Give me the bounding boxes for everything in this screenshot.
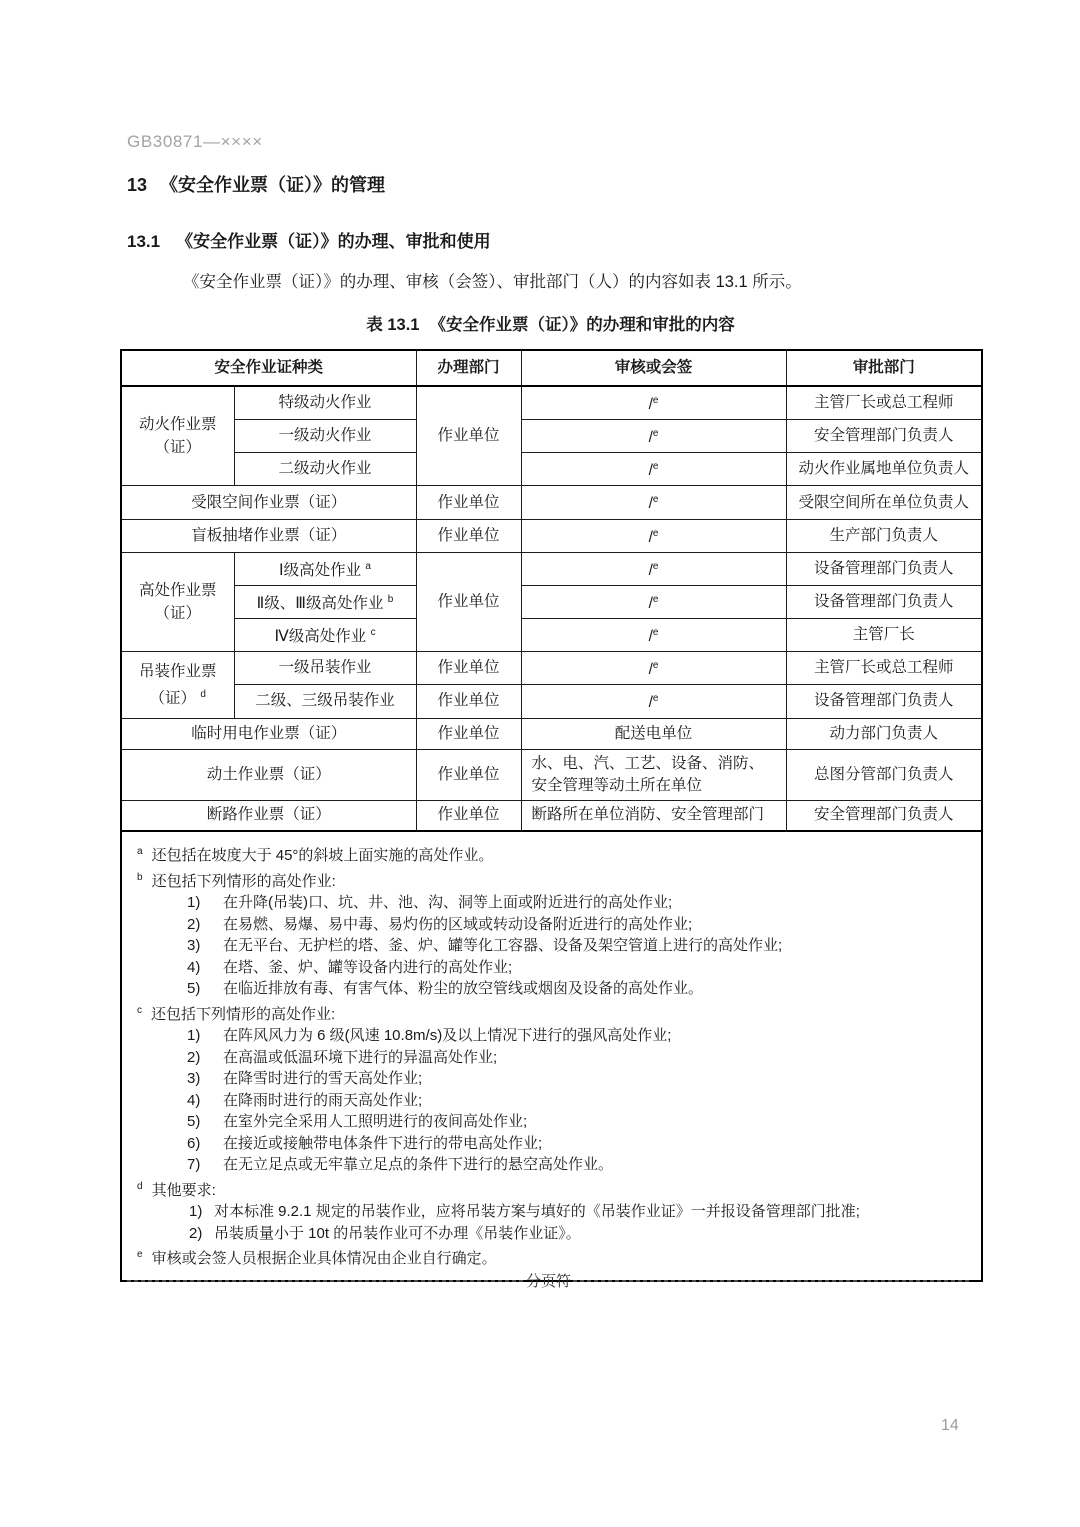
footnote-d-item — [137, 1223, 969, 1245]
cell-type-blind-plate: 盲板抽堵作业票（证） — [121, 519, 416, 552]
cell-review — [521, 619, 786, 652]
cell-handling-dept: 作业单位 — [416, 519, 521, 552]
cell-review — [521, 585, 786, 618]
slash-mark: / — [648, 628, 653, 646]
review-line1: 水、电、汽、工艺、设备、消防、 — [531, 754, 765, 772]
cell-approval: 主管厂长或总工程师 — [786, 386, 982, 420]
footnote-ref-a: a — [365, 560, 371, 572]
cell-handling-dept: 作业单位 — [416, 552, 521, 651]
footnote-ref-e: e — [652, 395, 659, 406]
col-header-type: 安全作业证种类 — [121, 350, 416, 386]
slash-mark: / — [648, 528, 653, 546]
slash-mark: / — [648, 429, 653, 447]
footnote-ref-e: e — [652, 693, 659, 705]
group-cell-hot-work — [121, 386, 234, 486]
item-number: 2) — [189, 1224, 203, 1242]
subtype-label: Ⅳ级高处作业 — [274, 628, 367, 646]
table-header-row — [121, 350, 982, 386]
footnote-a-text: 还包括在坡度大于 45°的斜坡上面实施的高处作业。 — [151, 847, 494, 865]
cell-review — [521, 652, 786, 685]
cell-approval: 安全管理部门负责人 — [786, 800, 982, 831]
cell-subtype-height-4 — [234, 619, 416, 652]
page-number: 14 — [941, 1417, 959, 1434]
table-footnotes — [121, 831, 982, 1281]
table-row — [121, 552, 982, 585]
footnote-c-item — [137, 1154, 969, 1176]
footnote-ref-e: e — [652, 627, 659, 639]
cell-handling-dept: 作业单位 — [416, 749, 521, 800]
table-caption — [120, 314, 981, 337]
slash-mark: / — [648, 595, 653, 613]
footnote-c — [137, 1000, 969, 1026]
page-break-label: 分页符 — [526, 1273, 572, 1290]
table-row — [121, 619, 982, 652]
item-text: 在升降(吊装)口、坑、井、池、沟、洞等上面或附近进行的高处作业; — [223, 894, 673, 912]
item-number: 1) — [187, 1027, 201, 1045]
cell-approval: 总图分管部门负责人 — [786, 749, 982, 800]
item-text: 吊装质量小于 10t 的吊装作业可不办理《吊装作业证》。 — [214, 1224, 581, 1242]
section-number: 13 — [127, 175, 148, 195]
group-lift-line2 — [128, 683, 228, 710]
item-text: 在无平台、无护栏的塔、釜、炉、罐等化工容器、设备及架空管道上进行的高处作业; — [223, 937, 783, 955]
table-row — [121, 420, 982, 453]
footnote-c-item — [137, 1025, 969, 1047]
footnote-b-item — [137, 978, 969, 1000]
item-number: 2) — [187, 1048, 201, 1066]
slash-mark: / — [648, 561, 653, 579]
footnote-e-text: 审核或会签人员根据企业具体情况由企业自行确定。 — [151, 1250, 497, 1268]
item-number: 3) — [187, 937, 201, 955]
item-number: 1) — [187, 894, 201, 912]
subtype-label: Ⅱ级、Ⅲ级高处作业 — [256, 595, 384, 613]
item-text: 在塔、釜、炉、罐等设备内进行的高处作业; — [223, 958, 513, 976]
cell-review — [521, 519, 786, 552]
cell-approval: 设备管理部门负责人 — [786, 552, 982, 585]
item-text: 在无立足点或无牢靠立足点的条件下进行的悬空高处作业。 — [223, 1156, 614, 1174]
group-cell-lifting-work — [121, 652, 234, 718]
item-text: 在降雪时进行的雪天高处作业; — [223, 1070, 423, 1088]
footnote-marker-a: a — [137, 846, 143, 858]
item-number: 6) — [187, 1134, 201, 1152]
footnote-c-item — [137, 1090, 969, 1112]
footnote-e — [137, 1244, 969, 1270]
cell-subtype-lift-23: 二级、三级吊装作业 — [234, 685, 416, 718]
cell-handling-dept: 作业单位 — [416, 800, 521, 831]
footnote-ref-e: e — [652, 660, 659, 672]
footnote-ref-c: c — [370, 627, 376, 639]
review-line2: 安全管理等动土所在单位 — [531, 776, 703, 794]
footnote-a — [137, 841, 969, 867]
group-hot-line2: （证） — [154, 439, 201, 457]
cell-review — [521, 386, 786, 420]
footnote-b-item — [137, 935, 969, 957]
cell-handling-dept: 作业单位 — [416, 486, 521, 519]
cell-approval: 设备管理部门负责人 — [786, 585, 982, 618]
item-text: 在阵风风力为 6 级(风速 10.8m/s)及以上情况下进行的强风高处作业; — [223, 1027, 672, 1045]
page-break-dash-left — [127, 1280, 524, 1282]
cell-approval: 动火作业属地单位负责人 — [786, 453, 982, 486]
group-lift-label: （证） — [149, 689, 197, 707]
footnote-marker-d: d — [137, 1180, 143, 1192]
footnote-marker-e: e — [137, 1249, 143, 1261]
intro-paragraph: 《安全作业票（证）》的办理、审核（会签）、审批部门（人）的内容如表 13.1 所示。 — [183, 273, 802, 291]
footnote-ref-e: e — [652, 494, 659, 506]
footnote-b-item — [137, 914, 969, 936]
col-header-approval-dept: 审批部门 — [786, 350, 982, 386]
table-row — [121, 519, 982, 552]
doc-code: GB30871—×××× — [127, 132, 263, 151]
cell-review — [521, 552, 786, 585]
footnote-ref-b: b — [387, 593, 394, 605]
cell-approval: 主管厂长或总工程师 — [786, 652, 982, 685]
cell-approval: 设备管理部门负责人 — [786, 685, 982, 718]
table-row — [121, 585, 982, 618]
footnote-c-item — [137, 1111, 969, 1133]
cell-approval: 生产部门负责人 — [786, 519, 982, 552]
item-text: 在降雨时进行的雨天高处作业; — [223, 1091, 423, 1109]
cell-handling-dept: 作业单位 — [416, 685, 521, 718]
page-break-dash-right — [573, 1280, 970, 1282]
footnote-b-item — [137, 957, 969, 979]
cell-type-confined-space: 受限空间作业票（证） — [121, 486, 416, 519]
cell-type-temp-power: 临时用电作业票（证） — [121, 718, 416, 749]
col-header-review: 审核或会签 — [521, 350, 786, 386]
footnote-ref-e: e — [652, 593, 659, 605]
footnote-ref-d: d — [200, 688, 206, 700]
item-text: 在高温或低温环境下进行的异温高处作业; — [223, 1048, 498, 1066]
cell-approval: 动力部门负责人 — [786, 718, 982, 749]
footnote-b — [137, 867, 969, 893]
slash-mark: / — [648, 462, 653, 480]
footnote-d — [137, 1176, 969, 1202]
cell-review — [521, 749, 786, 800]
table-row — [121, 718, 982, 749]
cell-handling-dept: 作业单位 — [416, 718, 521, 749]
table-row — [121, 386, 982, 420]
item-text: 在易燃、易爆、易中毒、易灼伤的区域或转动设备附近进行的高处作业; — [223, 915, 693, 933]
table-row — [121, 652, 982, 685]
item-text: 在室外完全采用人工照明进行的夜间高处作业; — [223, 1113, 528, 1131]
page-break-separator — [127, 1270, 970, 1291]
footnote-marker-b: b — [137, 871, 143, 883]
cell-subtype-hot-level2: 二级动火作业 — [234, 453, 416, 486]
slash-mark: / — [648, 495, 653, 513]
item-number: 7) — [187, 1156, 201, 1174]
section-heading — [127, 173, 981, 198]
slash-mark: / — [648, 396, 653, 414]
footnote-b-text: 还包括下列情形的高处作业: — [151, 872, 336, 890]
item-number: 4) — [187, 1091, 201, 1109]
item-number: 3) — [187, 1070, 201, 1088]
footnote-d-text: 其他要求: — [151, 1181, 216, 1199]
cell-approval: 受限空间所在单位负责人 — [786, 486, 982, 519]
subsection-number: 13.1 — [127, 232, 161, 251]
table-row — [121, 749, 982, 800]
cell-subtype-hot-special: 特级动火作业 — [234, 386, 416, 420]
footnote-ref-e: e — [652, 461, 659, 473]
cell-review — [521, 420, 786, 453]
item-number: 2) — [187, 915, 201, 933]
table-row — [121, 800, 982, 831]
cell-type-earth-work: 动土作业票（证） — [121, 749, 416, 800]
section-title: 《安全作业票（证）》的管理 — [160, 175, 386, 195]
footnote-c-item — [137, 1047, 969, 1069]
table-caption-text: 《安全作业票（证）》的办理和审批的内容 — [429, 316, 735, 334]
cell-review — [521, 453, 786, 486]
cell-review: 断路所在单位消防、安全管理部门 — [521, 800, 786, 831]
item-text: 对本标准 9.2.1 规定的吊装作业，应将吊装方案与填好的《吊装作业证》一并报设备管理部门批准; — [214, 1203, 860, 1221]
subsection-title: 《安全作业票（证）》的办理、审批和使用 — [176, 232, 491, 251]
group-height-line1: 高处作业票 — [138, 582, 217, 600]
subtype-label: Ⅰ级高处作业 — [279, 561, 362, 579]
subsection-heading — [127, 230, 981, 254]
footnote-d-item — [137, 1201, 969, 1223]
slash-mark: / — [648, 661, 653, 679]
slash-mark: / — [648, 694, 653, 712]
footnote-marker-c: c — [137, 1004, 142, 1016]
cell-handling-dept: 作业单位 — [416, 386, 521, 486]
table-row — [121, 486, 982, 519]
footnote-c-item — [137, 1133, 969, 1155]
footnote-b-item — [137, 892, 969, 914]
table-row — [121, 453, 982, 486]
item-number: 1) — [189, 1203, 203, 1221]
permit-table — [120, 349, 983, 1282]
cell-subtype-height-1 — [234, 552, 416, 585]
cell-handling-dept: 作业单位 — [416, 652, 521, 685]
group-hot-line1: 动火作业票 — [138, 416, 217, 434]
footnote-ref-e: e — [652, 560, 659, 572]
cell-type-road-break: 断路作业票（证） — [121, 800, 416, 831]
cell-subtype-height-23 — [234, 585, 416, 618]
footnote-c-text: 还包括下列情形的高处作业: — [151, 1005, 336, 1023]
footnote-ref-e: e — [652, 527, 659, 539]
cell-review — [521, 486, 786, 519]
cell-approval: 安全管理部门负责人 — [786, 420, 982, 453]
cell-review: 配送电单位 — [521, 718, 786, 749]
item-text: 在接近或接触带电体条件下进行的带电高处作业; — [223, 1134, 543, 1152]
footnote-c-item — [137, 1068, 969, 1090]
footnote-ref-e: e — [652, 428, 659, 440]
table-caption-label: 表 13.1 — [366, 316, 420, 334]
cell-review — [521, 685, 786, 718]
cell-subtype-lift-1: 一级吊装作业 — [234, 652, 416, 685]
group-cell-height-work — [121, 552, 234, 651]
cell-subtype-hot-level1: 一级动火作业 — [234, 420, 416, 453]
table-row — [121, 685, 982, 718]
item-number: 5) — [187, 1113, 201, 1131]
item-text: 在临近排放有毒、有害气体、粉尘的放空管线或烟囱及设备的高处作业。 — [223, 980, 704, 998]
item-number: 4) — [187, 958, 201, 976]
item-number: 5) — [187, 980, 201, 998]
table-footnote-row — [121, 831, 982, 1281]
group-lift-line1: 吊装作业票 — [138, 662, 217, 680]
cell-approval: 主管厂长 — [786, 619, 982, 652]
col-header-handling-dept: 办理部门 — [416, 350, 521, 386]
group-height-line2: （证） — [154, 605, 201, 623]
